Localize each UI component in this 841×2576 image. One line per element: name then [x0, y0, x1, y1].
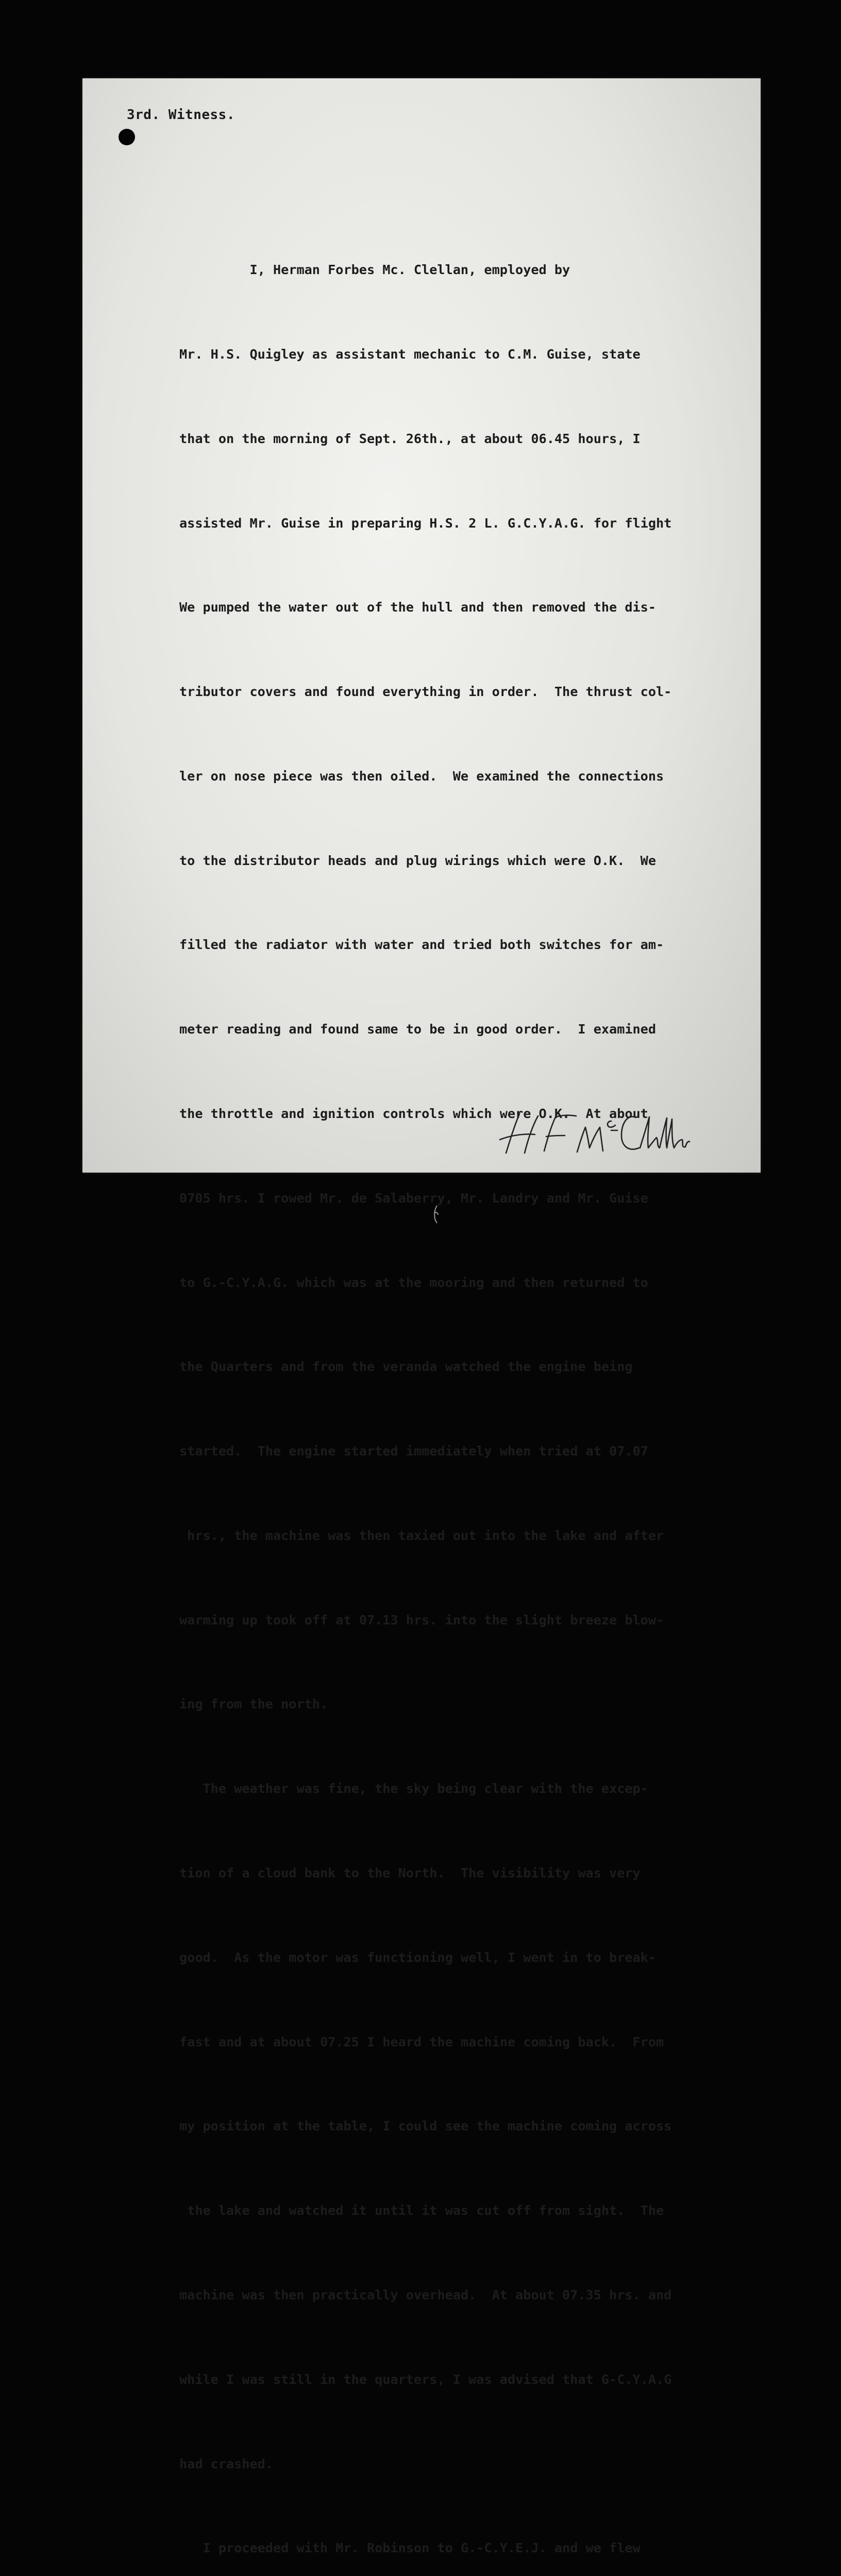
body-line: while I was still in the quarters, I was advised that G-C.Y.A.G	[179, 2371, 672, 2387]
body-line: that on the morning of Sept. 26th., at about 06.45 hours, I	[179, 431, 641, 446]
body-line: the lake and watched it until it was cut off from sight. The	[179, 2203, 664, 2218]
stray-mark	[431, 1204, 441, 1224]
body-line: warming up took off at 07.13 hrs. into the slight breeze blow-	[179, 1612, 664, 1628]
body-line: the Quarters and from the veranda watched the engine being	[179, 1359, 633, 1375]
body-line: tributor covers and found everything in order. The thrust col-	[179, 684, 672, 700]
handwritten-signature	[495, 1104, 691, 1160]
document-page	[82, 78, 761, 2556]
body-line: machine was then practically overhead. At about 07.35 hrs. and	[179, 2287, 672, 2302]
body-line: tion of a cloud bank to the North. The visibility was very	[179, 1866, 641, 1881]
body-line: Mr. H.S. Quigley as assistant mechanic to C.M. Guise, state	[179, 346, 641, 362]
body-line: fast and at about 07.25 I heard the machine coming back. From	[179, 2034, 664, 2049]
body-line: good. As the motor was functioning well, I went in to break-	[179, 1950, 657, 1965]
document-body	[179, 200, 700, 2576]
body-line: to G.-C.Y.A.G. which was at the mooring and then returned to	[179, 1275, 648, 1290]
body-line: I, Herman Forbes Mc. Clellan, employed by	[179, 262, 570, 278]
body-line: assisted Mr. Guise in preparing H.S. 2 L. G.C.Y.A.G. for flight	[179, 515, 672, 531]
body-line: I proceeded with Mr. Robinson to G.-C.Y.E.J. and we flew	[179, 2540, 641, 2556]
body-line: The weather was fine, the sky being clear with the excep-	[179, 1781, 648, 1797]
body-line: meter reading and found same to be in good order. I examined	[179, 1022, 657, 1037]
body-line: my position at the table, I could see the machine coming across	[179, 2119, 672, 2134]
body-line: filled the radiator with water and tried both switches for am-	[179, 937, 664, 953]
body-line: ing from the north.	[179, 1697, 328, 1712]
body-line: the throttle and ignition controls which were O.K. At about	[179, 1106, 648, 1121]
punch-hole	[119, 129, 135, 145]
body-line: to the distributor heads and plug wirings which were O.K. We	[179, 853, 657, 868]
body-line: ler on nose piece was then oiled. We examined the connections	[179, 768, 664, 784]
body-line: started. The engine started immediately when tried at 07.07	[179, 1444, 648, 1459]
document-heading: 3rd. Witness.	[127, 107, 235, 123]
body-line: had crashed.	[179, 2456, 273, 2471]
body-line: 0705 hrs. I rowed Mr. de Salaberry, Mr. Landry and Mr. Guise	[179, 1190, 648, 1206]
body-line: hrs., the machine was then taxied out into the lake and after	[179, 1528, 664, 1543]
body-line: We pumped the water out of the hull and then removed the dis-	[179, 600, 657, 615]
